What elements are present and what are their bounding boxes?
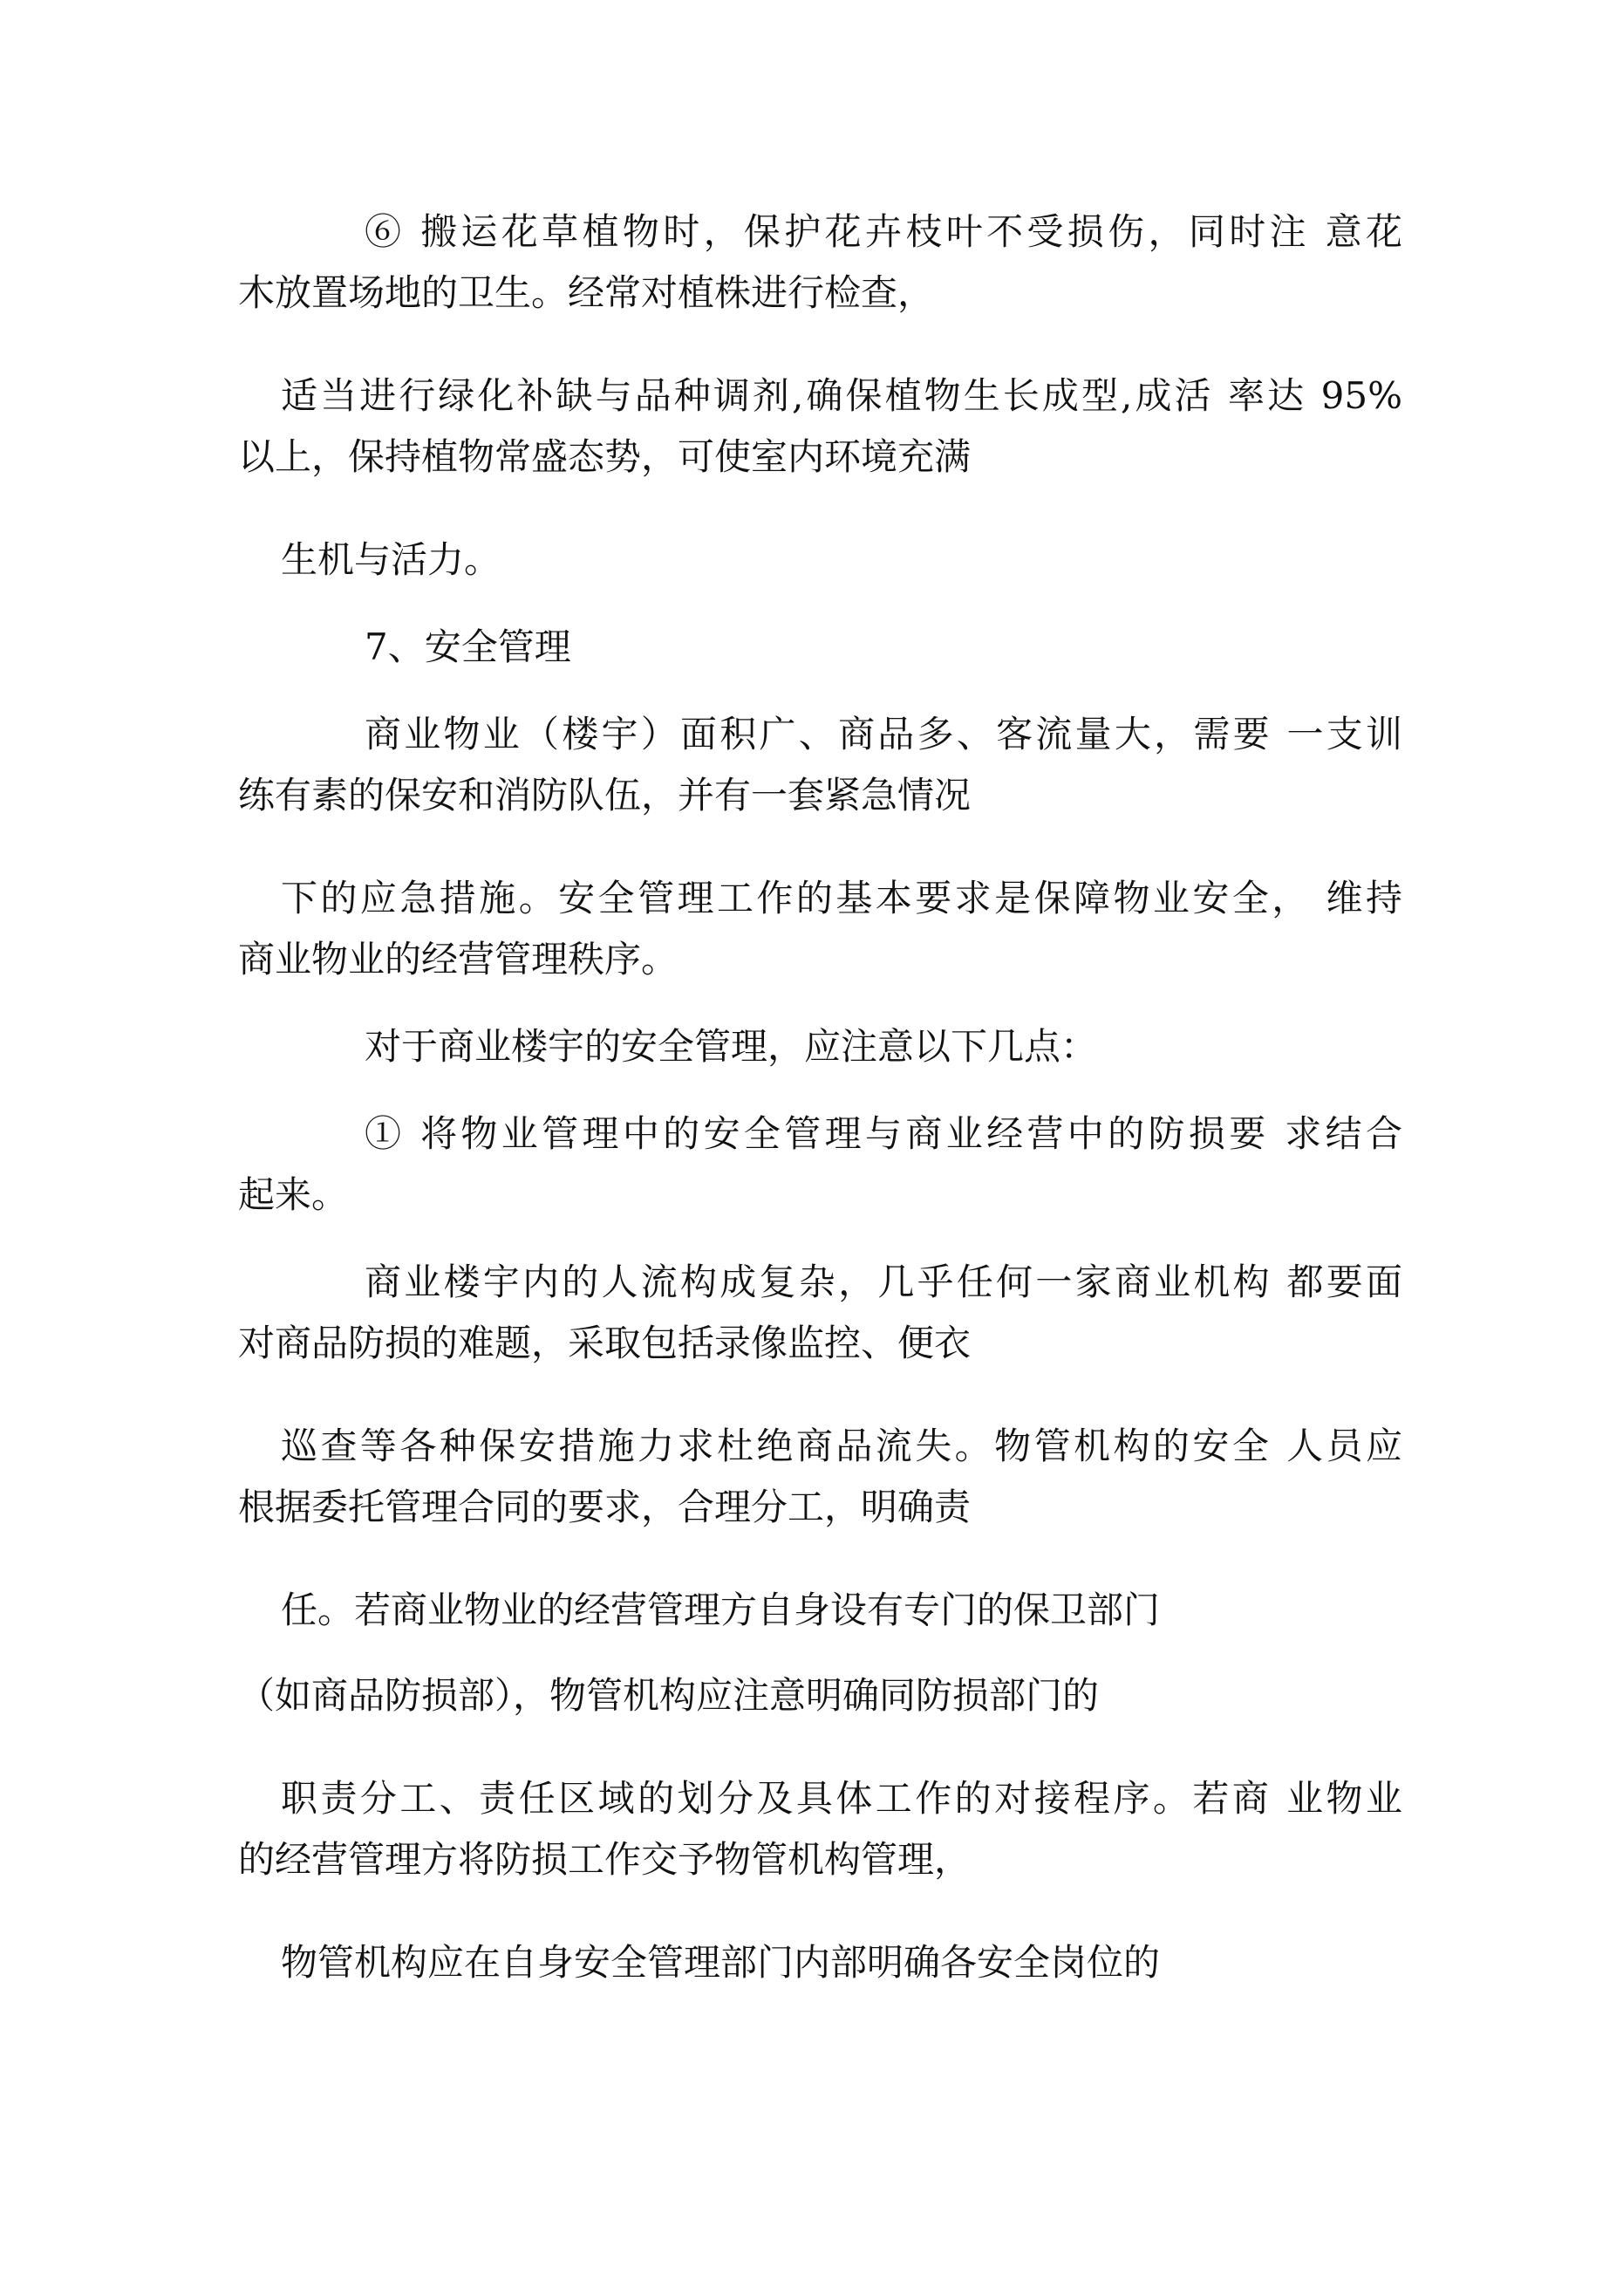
section-heading: 7、安全管理 — [365, 625, 571, 668]
paragraph-line: 职责分工、责任区域的划分及具体工作的对接程序。若商 业物业 — [281, 1777, 1402, 1820]
paragraph-line: 商业物业（楼宇）面积广、商品多、客流量大，需要 一支训 — [365, 713, 1402, 755]
paragraph-line: 生机与活力。 — [281, 538, 501, 581]
paragraph-line: 起来。 — [238, 1173, 349, 1216]
paragraph-line: ⑥ 搬运花草植物时，保护花卉枝叶不受损伤，同时注 意花 — [365, 210, 1402, 253]
paragraph-line: 以上，保持植物常盛态势，可使室内环境充满 — [238, 435, 972, 478]
paragraph-line: 商业物业的经营管理秩序。 — [238, 938, 679, 981]
paragraph-line: 物管机构应在自身安全管理部门内部明确各安全岗位的 — [281, 1941, 1161, 1984]
paragraph-line: 下的应急措施。安全管理工作的基本要求是保障物业安全， 维持 — [281, 877, 1402, 919]
paragraph-line: 的经营管理方将防损工作交予物管机构管理， — [238, 1838, 972, 1881]
paragraph-line: 任。若商业物业的经营管理方自身设有专门的保卫部门 — [281, 1589, 1161, 1631]
paragraph-line: ① 将物业管理中的安全管理与商业经营中的防损要 求结合 — [365, 1112, 1402, 1155]
paragraph-line: 对商品防损的难题，采取包括录像监控、便衣 — [238, 1322, 972, 1364]
paragraph-line: 商业楼宇内的人流构成复杂，几乎任何一家商业机构 都要面 — [365, 1261, 1402, 1303]
paragraph-line: 根据委托管理合同的要求，合理分工，明确责 — [238, 1486, 972, 1528]
paragraph-line: （如商品防损部），物管机构应注意明确同防损部门的 — [238, 1674, 1100, 1717]
paragraph-line: 木放置场地的卫生。经常对植株进行检查， — [238, 271, 935, 314]
paragraph-line: 对于商业楼宇的安全管理，应注意以下几点： — [365, 1025, 1098, 1068]
paragraph-line: 巡查等各种保安措施力求杜绝商品流失。物管机构的安全 人员应 — [281, 1425, 1402, 1467]
paragraph-line: 练有素的保安和消防队伍，并有一套紧急情况 — [238, 774, 972, 817]
paragraph-line: 适当进行绿化补缺与品种调剂,确保植物生长成型,成活 率达 95% — [281, 374, 1402, 417]
